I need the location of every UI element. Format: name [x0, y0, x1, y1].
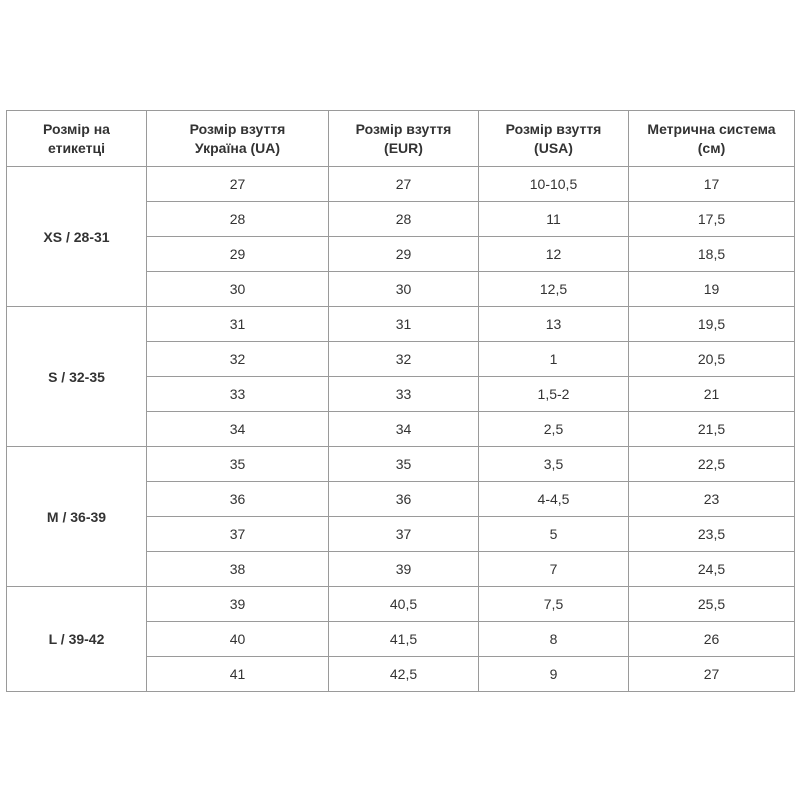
usa-size-cell: 13	[479, 307, 629, 342]
eur-size-cell: 42,5	[329, 657, 479, 692]
metric-size-cell: 18,5	[629, 237, 795, 272]
header-eur-size: Розмір взуття (EUR)	[329, 111, 479, 167]
ua-size-cell: 36	[147, 482, 329, 517]
usa-size-cell: 12	[479, 237, 629, 272]
eur-size-cell: 33	[329, 377, 479, 412]
usa-size-cell: 9	[479, 657, 629, 692]
usa-size-cell: 1,5-2	[479, 377, 629, 412]
eur-size-cell: 34	[329, 412, 479, 447]
metric-size-cell: 24,5	[629, 552, 795, 587]
ua-size-cell: 39	[147, 587, 329, 622]
usa-size-cell: 7	[479, 552, 629, 587]
eur-size-cell: 39	[329, 552, 479, 587]
ua-size-cell: 40	[147, 622, 329, 657]
ua-size-cell: 28	[147, 202, 329, 237]
header-usa-size: Розмір взуття (USA)	[479, 111, 629, 167]
ua-size-cell: 34	[147, 412, 329, 447]
usa-size-cell: 7,5	[479, 587, 629, 622]
header-label-size: Розмір на етикетці	[7, 111, 147, 167]
metric-size-cell: 20,5	[629, 342, 795, 377]
metric-size-cell: 19,5	[629, 307, 795, 342]
usa-size-cell: 12,5	[479, 272, 629, 307]
eur-size-cell: 40,5	[329, 587, 479, 622]
metric-size-cell: 21,5	[629, 412, 795, 447]
size-chart-table	[6, 110, 795, 692]
eur-size-cell: 35	[329, 447, 479, 482]
ua-size-cell: 33	[147, 377, 329, 412]
eur-size-cell: 32	[329, 342, 479, 377]
label-size-cell: M / 36-39	[7, 447, 147, 587]
table-header	[7, 111, 795, 167]
metric-size-cell: 23	[629, 482, 795, 517]
header-metric-size: Метрична система (см)	[629, 111, 795, 167]
ua-size-cell: 32	[147, 342, 329, 377]
usa-size-cell: 11	[479, 202, 629, 237]
eur-size-cell: 27	[329, 167, 479, 202]
metric-size-cell: 22,5	[629, 447, 795, 482]
metric-size-cell: 27	[629, 657, 795, 692]
metric-size-cell: 26	[629, 622, 795, 657]
ua-size-cell: 38	[147, 552, 329, 587]
eur-size-cell: 36	[329, 482, 479, 517]
table-row	[7, 447, 795, 482]
label-size-cell: L / 39-42	[7, 587, 147, 692]
usa-size-cell: 4-4,5	[479, 482, 629, 517]
metric-size-cell: 21	[629, 377, 795, 412]
label-size-cell: S / 32-35	[7, 307, 147, 447]
eur-size-cell: 41,5	[329, 622, 479, 657]
header-row	[7, 111, 795, 167]
eur-size-cell: 30	[329, 272, 479, 307]
table-row	[7, 307, 795, 342]
eur-size-cell: 29	[329, 237, 479, 272]
ua-size-cell: 27	[147, 167, 329, 202]
usa-size-cell: 2,5	[479, 412, 629, 447]
metric-size-cell: 17	[629, 167, 795, 202]
usa-size-cell: 8	[479, 622, 629, 657]
ua-size-cell: 30	[147, 272, 329, 307]
metric-size-cell: 25,5	[629, 587, 795, 622]
usa-size-cell: 10-10,5	[479, 167, 629, 202]
table-body	[7, 167, 795, 692]
ua-size-cell: 37	[147, 517, 329, 552]
usa-size-cell: 3,5	[479, 447, 629, 482]
metric-size-cell: 19	[629, 272, 795, 307]
eur-size-cell: 37	[329, 517, 479, 552]
table-row	[7, 587, 795, 622]
ua-size-cell: 35	[147, 447, 329, 482]
ua-size-cell: 29	[147, 237, 329, 272]
header-ua-size: Розмір взуття Україна (UA)	[147, 111, 329, 167]
table-row	[7, 167, 795, 202]
metric-size-cell: 23,5	[629, 517, 795, 552]
eur-size-cell: 28	[329, 202, 479, 237]
usa-size-cell: 1	[479, 342, 629, 377]
ua-size-cell: 31	[147, 307, 329, 342]
label-size-cell: XS / 28-31	[7, 167, 147, 307]
usa-size-cell: 5	[479, 517, 629, 552]
metric-size-cell: 17,5	[629, 202, 795, 237]
eur-size-cell: 31	[329, 307, 479, 342]
ua-size-cell: 41	[147, 657, 329, 692]
